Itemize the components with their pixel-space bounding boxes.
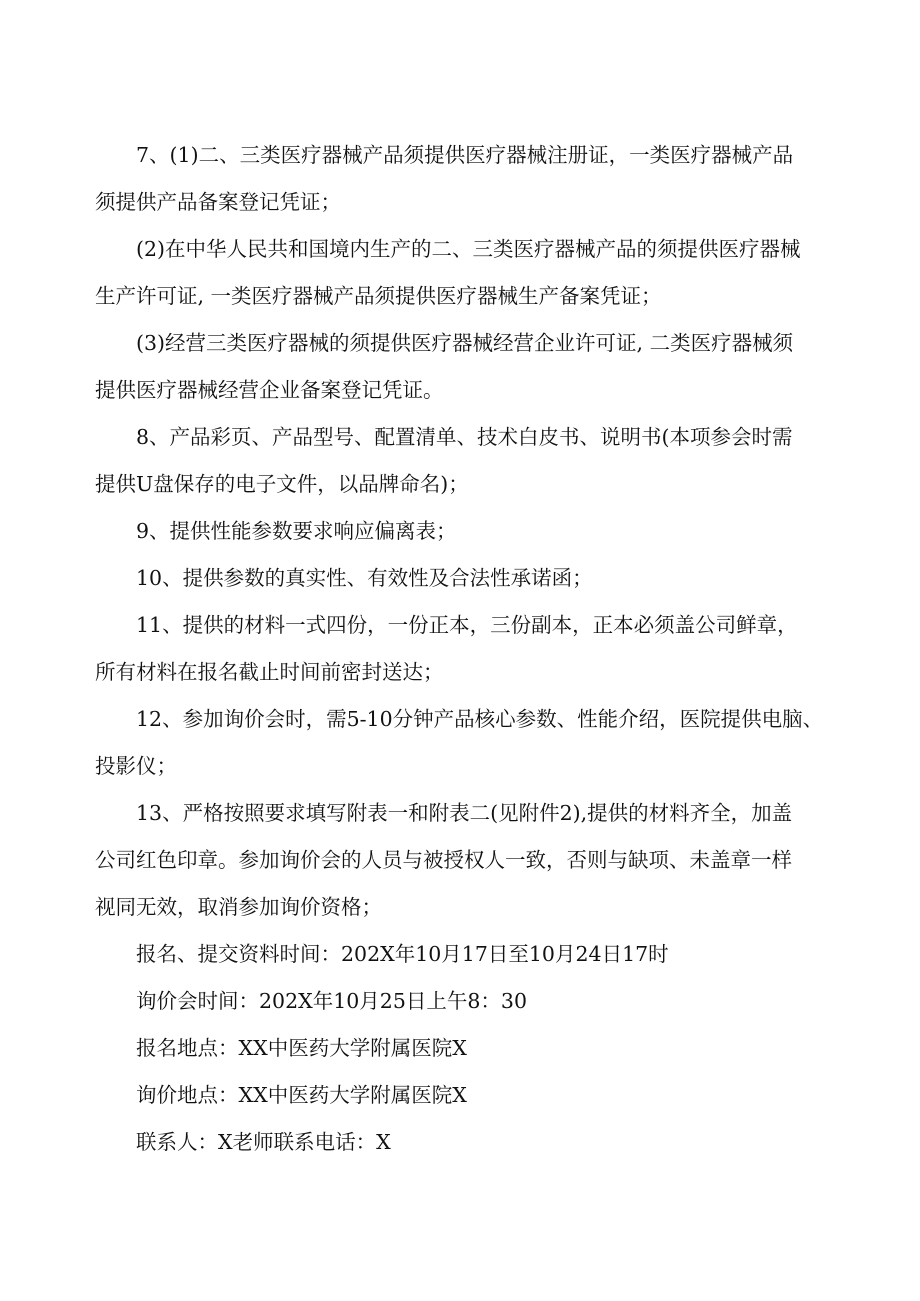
- paragraph-item-7-3: [95, 320, 835, 414]
- paragraph-item-11: [95, 602, 835, 696]
- text-line: 报名地点：XX中医药大学附属医院X: [136, 1036, 467, 1060]
- text-line: 8、产品彩页、产品型号、配置清单、技术白皮书、说明书(本项参会时需: [136, 425, 793, 449]
- text-line: 询价地点：XX中医药大学附属医院X: [136, 1083, 467, 1107]
- text-line: 生产许可证, 一类医疗器械产品须提供医疗器械生产备案凭证；: [95, 284, 662, 308]
- paragraph-item-13: [95, 790, 835, 931]
- text-line: 10、提供参数的真实性、有效性及合法性承诺函；: [136, 566, 593, 590]
- text-line: 7、(1)二、三类医疗器械产品须提供医疗器械注册证，一类医疗器械产品: [136, 143, 794, 167]
- contact-info: [95, 1119, 835, 1166]
- text-line: 11、提供的材料一式四份，一份正本，三份副本，正本必须盖公司鲜章，: [136, 613, 798, 637]
- text-line: 公司红色印章。参加询价会的人员与被授权人一致，否则与缺项、未盖章一样: [95, 848, 792, 872]
- paragraph-item-8: [95, 414, 835, 508]
- text-line: 12、参加询价会时，需5-10分钟产品核心参数、性能介绍，医院提供电脑、: [136, 707, 824, 731]
- inquiry-meeting-time: [95, 978, 835, 1025]
- document-body: [95, 132, 835, 1166]
- paragraph-item-7-2: [95, 226, 835, 320]
- registration-location: [95, 1025, 835, 1072]
- text-line: 提供医疗器械经营企业备案登记凭证。: [95, 378, 444, 402]
- text-line: 投影仪；: [95, 754, 177, 778]
- text-line: 联系人：X老师联系电话：X: [136, 1130, 391, 1154]
- text-line: 13、严格按照要求填写附表一和附表二(见附件2),提供的材料齐全，加盖: [136, 801, 793, 825]
- text-line: 视同无效，取消参加询价资格；: [95, 895, 382, 919]
- inquiry-location: [95, 1072, 835, 1119]
- paragraph-item-10: [95, 555, 835, 602]
- paragraph-item-7-1: [95, 132, 835, 226]
- text-line: 所有材料在报名截止时间前密封送达；: [95, 660, 444, 684]
- text-line: 报名、提交资料时间：202X年10月17日至10月24日17时: [136, 942, 669, 966]
- text-line: 提供U盘保存的电子文件，以品牌命名)；: [95, 472, 469, 496]
- paragraph-item-9: [95, 508, 835, 555]
- text-line: (2)在中华人民共和国境内生产的二、三类医疗器械产品的须提供医疗器械: [136, 237, 801, 261]
- paragraph-item-12: [95, 696, 835, 790]
- text-line: 须提供产品备案登记凭证；: [95, 190, 341, 214]
- registration-time: [95, 931, 835, 978]
- text-line: (3)经营三类医疗器械的须提供医疗器械经营企业许可证, 二类医疗器械须: [136, 331, 794, 355]
- text-line: 9、提供性能参数要求响应偏离表；: [136, 519, 457, 543]
- text-line: 询价会时间：202X年10月25日上午8：30: [136, 989, 528, 1013]
